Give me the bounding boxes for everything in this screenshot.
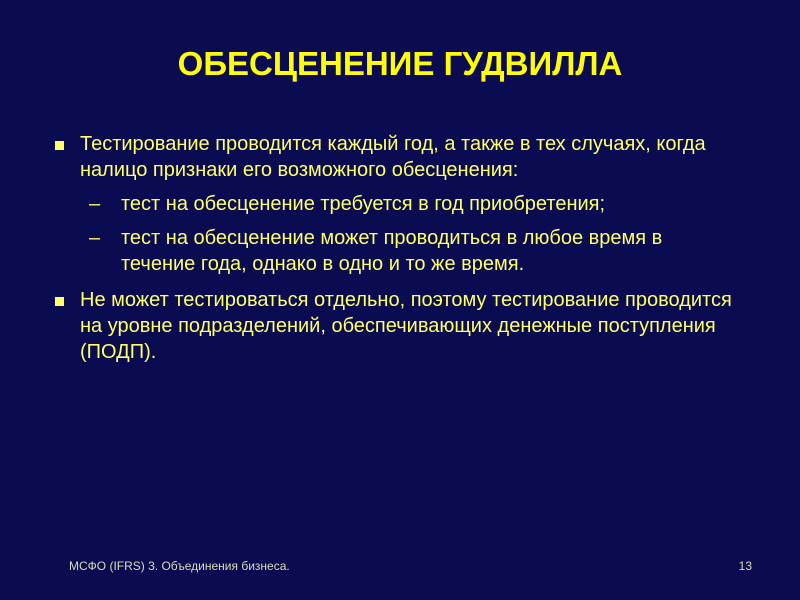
dash-marker: – <box>89 193 101 215</box>
sub-bullet-text: тест на обесценение требуется в год приобретения; <box>121 193 606 215</box>
sub-bullet-item <box>52 225 742 277</box>
sub-bullet-text: тест на обесценение может проводиться в любое время в течение года, однако в одно и то же время. <box>121 227 663 275</box>
footer-caption: МСФО (IFRS) 3. Объединения бизнеса. <box>69 559 290 573</box>
bullet-item <box>52 287 742 365</box>
sub-bullet-item <box>52 191 742 217</box>
page-number: 13 <box>738 559 752 573</box>
dash-marker: – <box>89 227 101 249</box>
slide-title: ОБЕСЦЕНЕНИЕ ГУДВИЛЛА <box>177 45 623 82</box>
slide-content <box>52 131 742 371</box>
bullet-text: Тестирование проводится каждый год, а также в тех случаях, когда налицо признаки его возможного обесценения: <box>80 133 706 181</box>
bullet-item <box>52 131 742 183</box>
square-bullet-icon <box>55 141 64 150</box>
square-bullet-icon <box>55 297 64 306</box>
bullet-text: Не может тестироваться отдельно, поэтому тестирование проводится на уровне подразделений, обеспечивающих денежные поступления (ПОДП). <box>80 289 732 363</box>
